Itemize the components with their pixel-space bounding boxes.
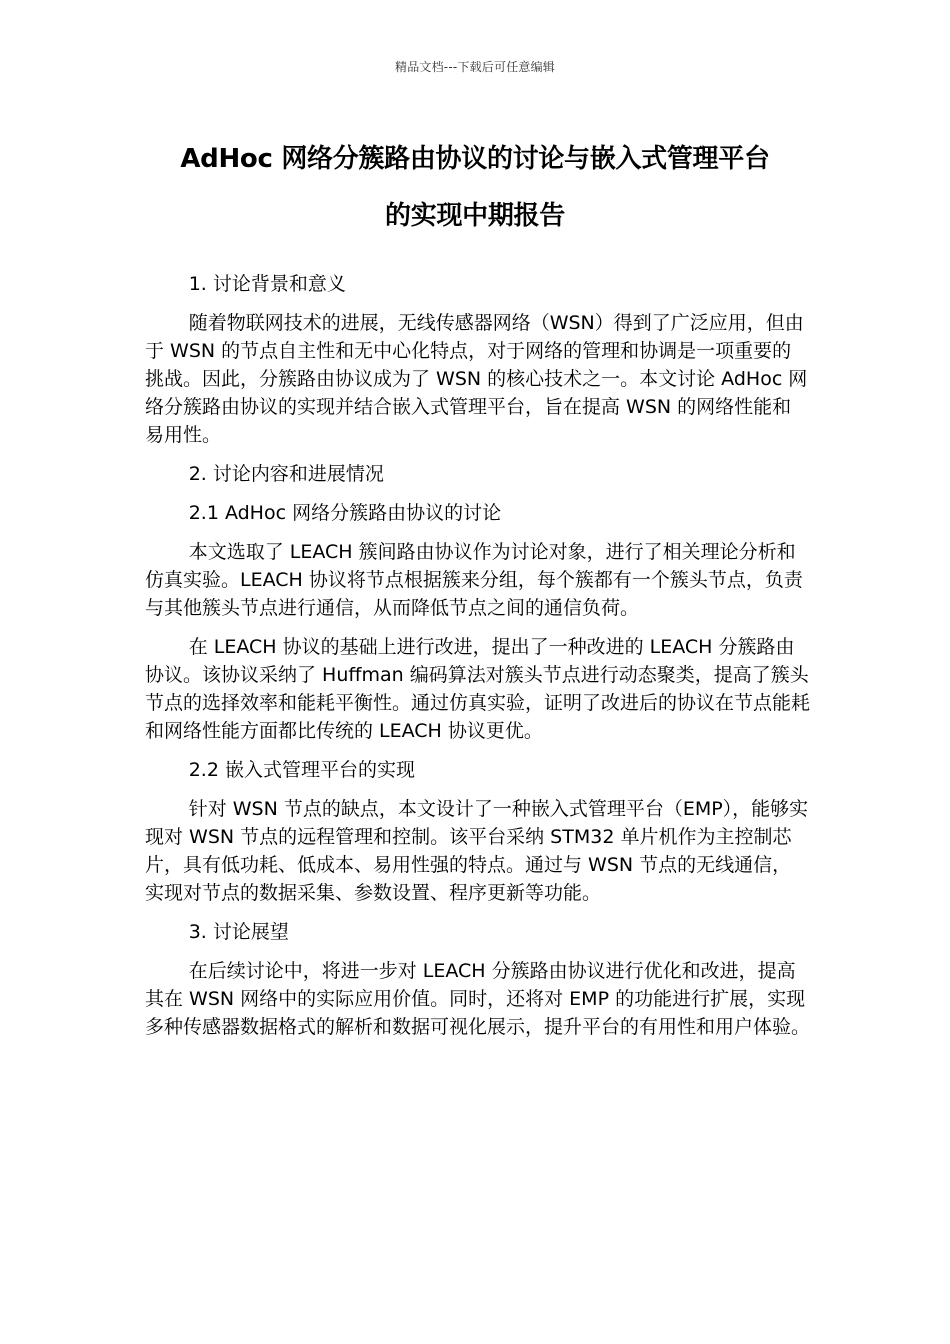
section-heading-2: 2. 讨论内容和进展情况 — [188, 463, 384, 485]
paragraph-outlook: 在后续讨论中，将进一步对 LEACH 分簇路由协议进行优化和改进，提高其在 WSN 网络中的实际应用价值。同时，还将对 EMP 的功能进行扩展，实现多种传感器数据格式的解析和数据可视化展示，提升平台的有用性和用户体验。 — [145, 960, 811, 1038]
paragraph-emp: 针对 WSN 节点的缺点，本文设计了一种嵌入式管理平台（EMP），能够实现对 WSN 节点的远程管理和控制。该平台采纳 STM32 单片机作为主控制芯片，具有低功耗、低成本、易用性强的特点。通过与 WSN 节点的无线通信，实现对节点的数据采集、参数设置、程序更新等功能。 — [145, 798, 809, 904]
paragraph-leach-improved: 在 LEACH 协议的基础上进行改进，提出了一种改进的 LEACH 分簇路由协议。该协议采纳了 Huffman 编码算法对簇头节点进行动态聚类，提高了簇头节点的选择效率和能耗平衡性。通过仿真实验，证明了改进后的协议在节点能耗和网络性能方面都比传统的 LEACH 协议更优。 — [145, 636, 811, 742]
section-heading-2-2: 2.2 嵌入式管理平台的实现 — [188, 759, 415, 781]
page-header: 精品文档---下载后可任意编辑 — [395, 60, 555, 74]
paragraph-background: 随着物联网技术的进展，无线传感器网络（WSN）得到了广泛应用，但由于 WSN 的节点自主性和无中心化特点，对于网络的管理和协调是一项重要的挑战。因此，分簇路由协议成为了 WSN 的核心技术之一。本文讨论 AdHoc 网络分簇路由协议的实现并结合嵌入式管理平台，旨在提高 WSN 的网络性能和易用性。 — [145, 312, 808, 446]
section-heading-1: 1. 讨论背景和意义 — [188, 273, 346, 295]
document-body — [145, 270, 810, 1052]
document-title-line1: AdHoc 网络分簇路由协议的讨论与嵌入式管理平台 — [180, 144, 770, 174]
document-title-line2: 的实现中期报告 — [385, 201, 565, 231]
section-heading-3: 3. 讨论展望 — [188, 921, 289, 943]
paragraph-leach-intro: 本文选取了 LEACH 簇间路由协议作为讨论对象，进行了相关理论分析和仿真实验。LEACH 协议将节点根据簇来分组，每个簇都有一个簇头节点，负责与其他簇头节点进行通信，从而降低节点之间的通信负荷。 — [145, 541, 803, 619]
section-heading-2-1: 2.1 AdHoc 网络分簇路由协议的讨论 — [188, 502, 502, 524]
